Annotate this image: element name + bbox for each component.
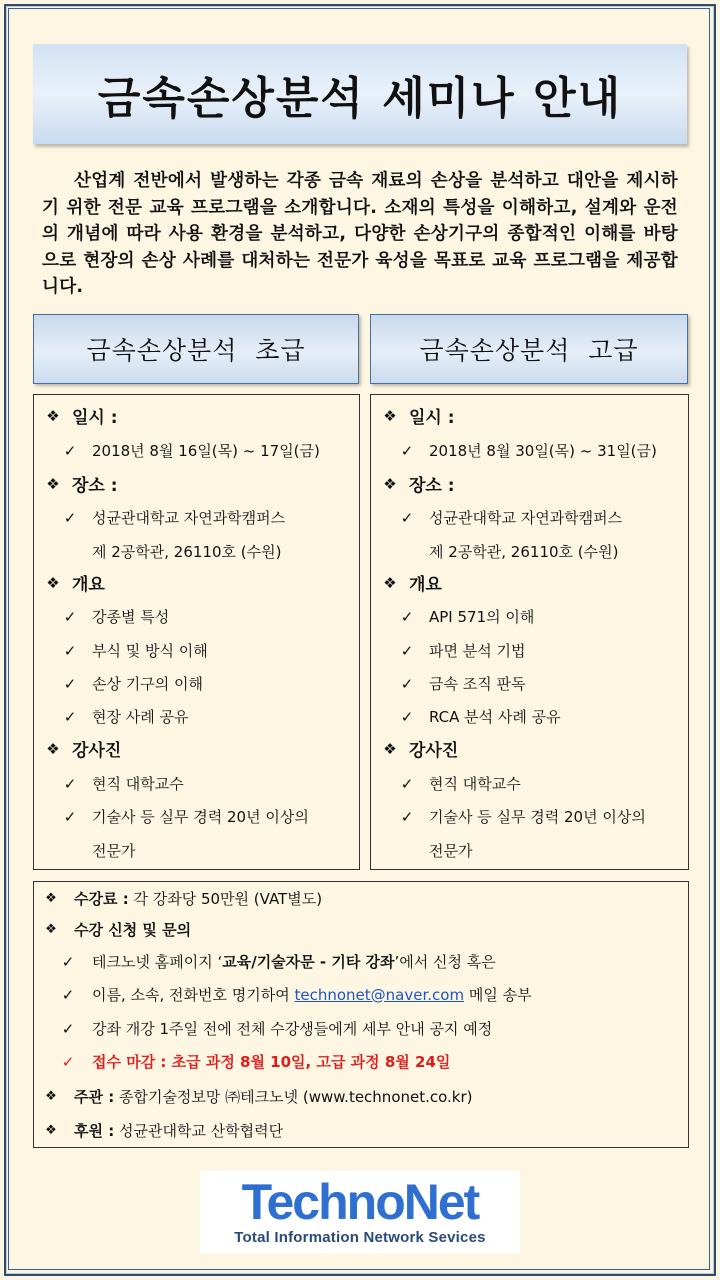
intro-paragraph: 산업계 전반에서 발생하는 각종 금속 재료의 손상을 분석하고 대안을 제시하기 위한 전문 교육 프로그램을 소개합니다. 소재의 특성을 이해하고, 설계와 운전의 개념에 따라 사용 환경을 분석하고, 다양한 손상기구의 종합적인 이해를 바탕으로 현장의 손상 사례를 대처하는 전문가 육성을 목표로 교육 프로그램을 제공합니다. xyxy=(42,171,678,297)
diamond-icon: ❖ xyxy=(46,573,60,592)
section-date: ❖ 일시 : xyxy=(371,399,688,432)
list-item: ✓ 강종별 특성 xyxy=(34,600,359,633)
diamond-icon: ❖ xyxy=(383,474,397,493)
info-panel xyxy=(33,881,689,1148)
check-icon: ✓ xyxy=(400,674,414,693)
course-panel-advanced xyxy=(370,394,689,870)
list-item: ✓ 현직 대학교수 xyxy=(371,767,688,800)
list-item: ✓ 부식 및 방식 이해 xyxy=(34,634,359,667)
check-icon: ✓ xyxy=(63,641,77,660)
list-item: ✓ 기술사 등 실무 경력 20년 이상의 xyxy=(371,800,688,833)
diamond-icon: ❖ xyxy=(45,891,57,906)
diamond-icon: ❖ xyxy=(45,1089,57,1104)
check-icon: ✓ xyxy=(63,807,77,826)
check-icon: ✓ xyxy=(400,508,414,527)
check-icon: ✓ xyxy=(400,774,414,793)
check-icon: ✓ xyxy=(63,674,77,693)
diamond-icon: ❖ xyxy=(383,573,397,592)
list-item: ✓ 2018년 8월 30일(목) ~ 31일(금) xyxy=(371,434,688,467)
course-title-advanced: 금속손상분석 고급 xyxy=(419,336,639,365)
check-icon: ✓ xyxy=(63,607,77,626)
logo-wordmark: TechnoNet xyxy=(241,1174,479,1230)
diamond-icon: ❖ xyxy=(45,922,57,937)
check-icon: ✓ xyxy=(63,441,77,460)
list-item: ✓ 기술사 등 실무 경력 20년 이상의 xyxy=(34,800,359,833)
list-item: 제 2공학관, 26110호 (수원) xyxy=(92,543,282,561)
check-icon: ✓ xyxy=(61,985,75,1004)
list-item: ✓ 파면 분석 기법 xyxy=(371,634,688,667)
check-icon: ✓ xyxy=(63,508,77,527)
check-icon: ✓ xyxy=(400,441,414,460)
page-title: 금속손상분석 세미나 안내 xyxy=(97,73,623,124)
section-instructors: ❖ 강사진 xyxy=(34,732,359,765)
section-date: ❖ 일시 : xyxy=(34,399,359,432)
check-icon: ✓ xyxy=(63,774,77,793)
check-icon: ✓ xyxy=(400,607,414,626)
title-banner xyxy=(33,44,687,144)
list-item: ✓ 강좌 개강 1주일 전에 전체 수강생들에게 세부 안내 공지 예정 xyxy=(34,1012,688,1045)
check-icon: ✓ xyxy=(63,707,77,726)
diamond-icon: ❖ xyxy=(383,739,397,758)
list-item: ✓ 테크노넷 홈페이지 ‘ 교육/기술자문 - 기타 강좌 ’에서 신청 혹은 xyxy=(34,945,688,978)
diamond-icon: ❖ xyxy=(46,474,60,493)
course-panel-basic xyxy=(33,394,360,870)
check-icon: ✓ xyxy=(400,707,414,726)
apply-row: ❖ 수강 신청 및 문의 xyxy=(34,913,688,946)
check-icon: ✓ xyxy=(61,1019,75,1038)
course-header-basic xyxy=(33,314,359,384)
sponsor-row: ❖ 후원 : 성균관대학교 산학협력단 xyxy=(34,1114,688,1147)
list-item: ✓ 성균관대학교 자연과학캠퍼스 xyxy=(371,501,688,534)
list-item: ✓ 2018년 8월 16일(목) ~ 17일(금) xyxy=(34,434,359,467)
host-row: ❖ 주관 : 종합기술정보망 ㈜테크노넷 (www.technonet.co.kr) xyxy=(34,1080,688,1113)
list-item: ✓ 이름, 소속, 전화번호 명기하여 technonet@naver.com 메일 송부 xyxy=(34,978,688,1011)
list-item: ✓ 현직 대학교수 xyxy=(34,767,359,800)
list-item: ✓ 손상 기구의 이해 xyxy=(34,667,359,700)
technonet-logo xyxy=(200,1171,520,1253)
list-item: ✓ 금속 조직 판독 xyxy=(371,667,688,700)
diamond-icon: ❖ xyxy=(46,739,60,758)
list-item: ✓ 현장 사례 공유 xyxy=(34,700,359,733)
list-item: 전문가 xyxy=(429,842,473,860)
list-item: 제 2공학관, 26110호 (수원) xyxy=(429,543,619,561)
list-item: 전문가 xyxy=(92,842,136,860)
list-item: ✓ RCA 분석 사례 공유 xyxy=(371,700,688,733)
check-icon: ✓ xyxy=(400,807,414,826)
logo-tagline: Total Information Network Sevices xyxy=(234,1229,486,1246)
section-place: ❖ 장소 : xyxy=(371,467,688,500)
section-place: ❖ 장소 : xyxy=(34,467,359,500)
course-title-basic: 금속손상분석 초급 xyxy=(86,336,306,365)
check-icon: ✓ xyxy=(61,952,75,971)
email-link[interactable]: technonet@naver.com xyxy=(294,985,465,1004)
diamond-icon: ❖ xyxy=(45,1123,57,1138)
list-item: ✓ 성균관대학교 자연과학캠퍼스 xyxy=(34,501,359,534)
diamond-icon: ❖ xyxy=(383,406,397,425)
section-overview: ❖ 개요 xyxy=(371,566,688,599)
diamond-icon: ❖ xyxy=(46,406,60,425)
section-overview: ❖ 개요 xyxy=(34,566,359,599)
check-icon: ✓ xyxy=(61,1052,75,1071)
section-instructors: ❖ 강사진 xyxy=(371,732,688,765)
fee-row: ❖ 수강료 : 각 강좌당 50만원 (VAT별도) xyxy=(34,882,688,915)
course-header-advanced xyxy=(370,314,688,384)
check-icon: ✓ xyxy=(400,641,414,660)
deadline-row: ✓ 접수 마감 : 초급 과정 8월 10일, 고급 과정 8월 24일 xyxy=(34,1045,688,1078)
list-item: ✓ API 571의 이해 xyxy=(371,600,688,633)
